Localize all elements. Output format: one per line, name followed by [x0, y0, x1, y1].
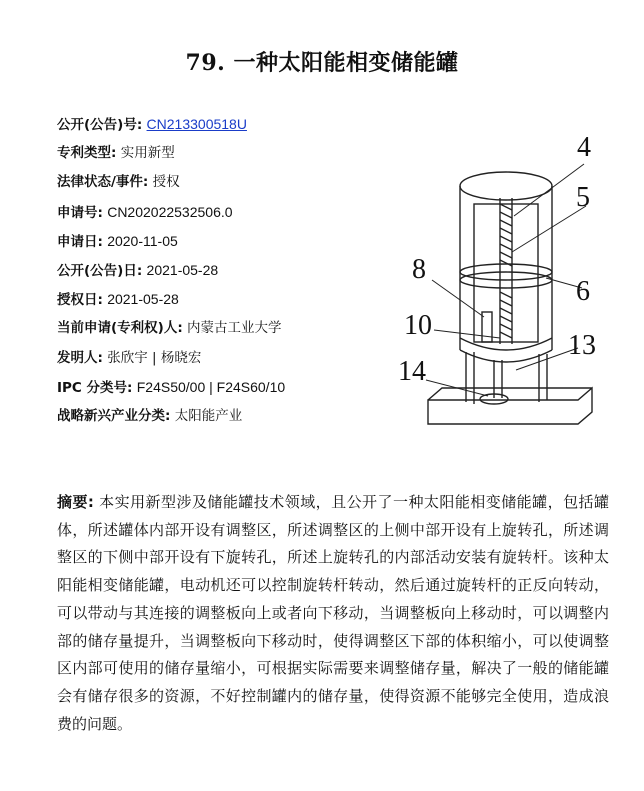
- field-patent-type: [57, 143, 387, 172]
- figure-label: 10: [404, 310, 432, 341]
- field-value: 内蒙古工业大学: [187, 320, 282, 337]
- field-label: 公开(公告)日:: [57, 262, 143, 279]
- field-value: 2021-05-28: [146, 261, 219, 278]
- field-value: 张欣宇 | 杨晓宏: [107, 349, 202, 366]
- field-industry: [57, 406, 387, 435]
- field-applicant: [57, 318, 387, 347]
- field-grant-date: [57, 289, 387, 318]
- field-pub-no: [57, 114, 387, 143]
- field-label: 法律状态/事件:: [57, 174, 149, 191]
- field-label: 申请日:: [57, 233, 103, 250]
- field-label: 专利类型:: [57, 145, 117, 162]
- field-value: 授权: [152, 174, 180, 191]
- field-value: 2020-11-05: [107, 232, 178, 249]
- field-inventors: [57, 348, 387, 377]
- field-ipc: [57, 377, 387, 406]
- field-value: 实用新型: [120, 145, 175, 162]
- tank-top: [460, 172, 552, 200]
- patent-drawing: [396, 112, 614, 434]
- tank-diagram: [396, 112, 614, 434]
- field-label: 申请号:: [57, 204, 103, 221]
- figure-label: 14: [398, 356, 426, 387]
- pub-no-link[interactable]: CN213300518U: [146, 116, 247, 132]
- field-label: 授权日:: [57, 292, 103, 309]
- abstract-label: 摘要:: [57, 493, 94, 511]
- field-legal-status: [57, 172, 387, 201]
- figure-label: 8: [412, 254, 426, 285]
- figure-label: 4: [577, 132, 591, 163]
- field-label: 公开(公告)号:: [57, 117, 143, 133]
- patent-info: [57, 114, 387, 435]
- field-pub-date: [57, 260, 387, 289]
- field-label: 战略新兴产业分类:: [57, 407, 171, 424]
- screw-rod: [500, 204, 512, 338]
- field-value: CN202022532506.0: [107, 203, 233, 220]
- field-value: 2021-05-28: [107, 291, 179, 308]
- figure-label: 13: [568, 330, 596, 361]
- field-label: 当前申请(专利权)人:: [57, 320, 183, 337]
- figure-label: 6: [576, 276, 590, 307]
- abstract: [57, 489, 609, 738]
- figure-label: 5: [576, 182, 590, 213]
- field-app-no: [57, 202, 387, 231]
- abstract-text: 本实用新型涉及储能罐技术领域，且公开了一种太阳能相变储能罐，包括罐体，所述罐体内部开设有调整区，所述调整区的上侧中部开设有上旋转孔，所述调整区的下侧中部开设有下旋转孔，所述上旋转孔的内部活动安装有旋转杆。该种太阳能相变储能罐，电动机还可以控制旋转杆转动，然后通过旋转杆的正反向转动，可以带动与其连接的调整板向上或者向下移动，当调整板向上移动时，可以调整内部的储存量提升，当调整板向下移动时，使得调整区下部的体积缩小，可以使调整区内部可使用的储存量缩小，可根据实际需要来调整储存量，解决了一般的储能罐会有储存很多的资源，不好控制罐内的储存量，使得资源不能够完全使用，造成浪费的问题。: [57, 493, 610, 733]
- field-label: IPC 分类号:: [57, 379, 133, 396]
- field-app-date: [57, 231, 387, 260]
- field-value: 太阳能产业: [174, 407, 243, 424]
- base-plate: [428, 388, 592, 424]
- page-title: 79. 一种太阳能相变储能罐: [185, 50, 459, 76]
- field-label: 发明人:: [57, 349, 103, 366]
- field-value: F24S50/00 | F24S60/10: [136, 378, 286, 395]
